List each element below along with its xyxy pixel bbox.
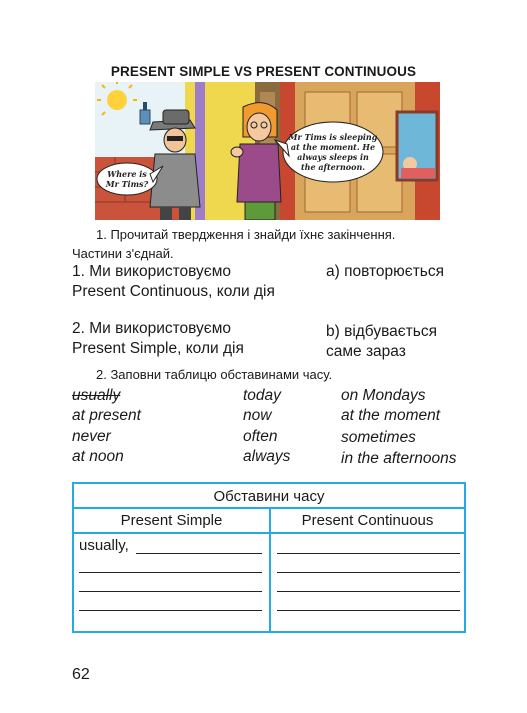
ending-a-line1: a) повторюється bbox=[326, 263, 445, 280]
bubble-left-line2: Mr Tims? bbox=[105, 179, 149, 189]
statement-1-line2: Present Continuous, коли дія bbox=[72, 283, 275, 300]
bubble-right-line3: always sleeps in bbox=[297, 152, 369, 162]
word-often: often bbox=[243, 428, 278, 445]
answer-line-ps-4[interactable] bbox=[79, 610, 262, 611]
statement-2 bbox=[72, 319, 244, 359]
word-at-present: at present bbox=[72, 407, 141, 424]
task1-instruction-line2: Частини з'єднай. bbox=[72, 246, 174, 261]
answer-line-pc-4[interactable] bbox=[277, 610, 460, 611]
statement-1 bbox=[72, 262, 275, 302]
ending-a bbox=[326, 262, 444, 282]
answer-line-pc-3[interactable] bbox=[277, 591, 460, 592]
task2-instruction: 2. Заповни таблицю обставинами часу. bbox=[96, 367, 333, 382]
task1-instruction-line1: 1. Прочитай твердження і знайди їхнє закінчення. bbox=[96, 227, 396, 242]
answer-line-pc-1[interactable] bbox=[277, 553, 460, 554]
example-usually: usually, bbox=[79, 537, 129, 554]
page-title: PRESENT SIMPLE VS PRESENT CONTINUOUS bbox=[110, 64, 417, 79]
word-sometimes: sometimes bbox=[341, 429, 416, 446]
answer-line-pc-2[interactable] bbox=[277, 572, 460, 573]
answer-line-ps-2[interactable] bbox=[79, 572, 262, 573]
word-at-the-moment: at the moment bbox=[341, 407, 441, 424]
bubble-right-line1: Mr Tims is sleeping bbox=[288, 132, 378, 142]
statement-2-line1: 2. Ми використовуємо bbox=[72, 320, 231, 337]
time-expressions-table bbox=[72, 482, 466, 633]
word-at-noon: at noon bbox=[72, 448, 124, 465]
word-on-mondays: on Mondays bbox=[341, 387, 426, 404]
page-number: 62 bbox=[72, 666, 90, 683]
answer-line-ps-1[interactable] bbox=[136, 553, 262, 554]
task1-instruction bbox=[72, 225, 472, 263]
word-usually: usually bbox=[72, 387, 121, 404]
ending-b-line1: b) відбувається bbox=[326, 323, 438, 340]
word-always: always bbox=[243, 448, 291, 465]
answer-line-ps-3[interactable] bbox=[79, 591, 262, 592]
word-now: now bbox=[243, 407, 272, 424]
table-divider-header bbox=[74, 532, 464, 534]
word-in-the-afternoons: in the afternoons bbox=[341, 450, 457, 467]
ending-b bbox=[326, 322, 437, 362]
table-header: Обставини часу bbox=[213, 488, 325, 505]
statement-1-line1: 1. Ми використовуємо bbox=[72, 263, 231, 280]
word-today: today bbox=[243, 387, 281, 404]
comic-illustration bbox=[95, 82, 440, 220]
col-header-present-continuous: Present Continuous bbox=[301, 512, 434, 529]
col-header-present-simple: Present Simple bbox=[120, 512, 223, 529]
bubble-right-line4: the afternoon. bbox=[300, 162, 366, 172]
word-never: never bbox=[72, 428, 111, 445]
bubble-left-line1: Where is bbox=[107, 169, 147, 179]
statement-2-line2: Present Simple, коли дія bbox=[72, 340, 244, 357]
bubble-right-line2: at the moment. He bbox=[290, 142, 376, 152]
ending-b-line2: саме зараз bbox=[326, 343, 406, 360]
